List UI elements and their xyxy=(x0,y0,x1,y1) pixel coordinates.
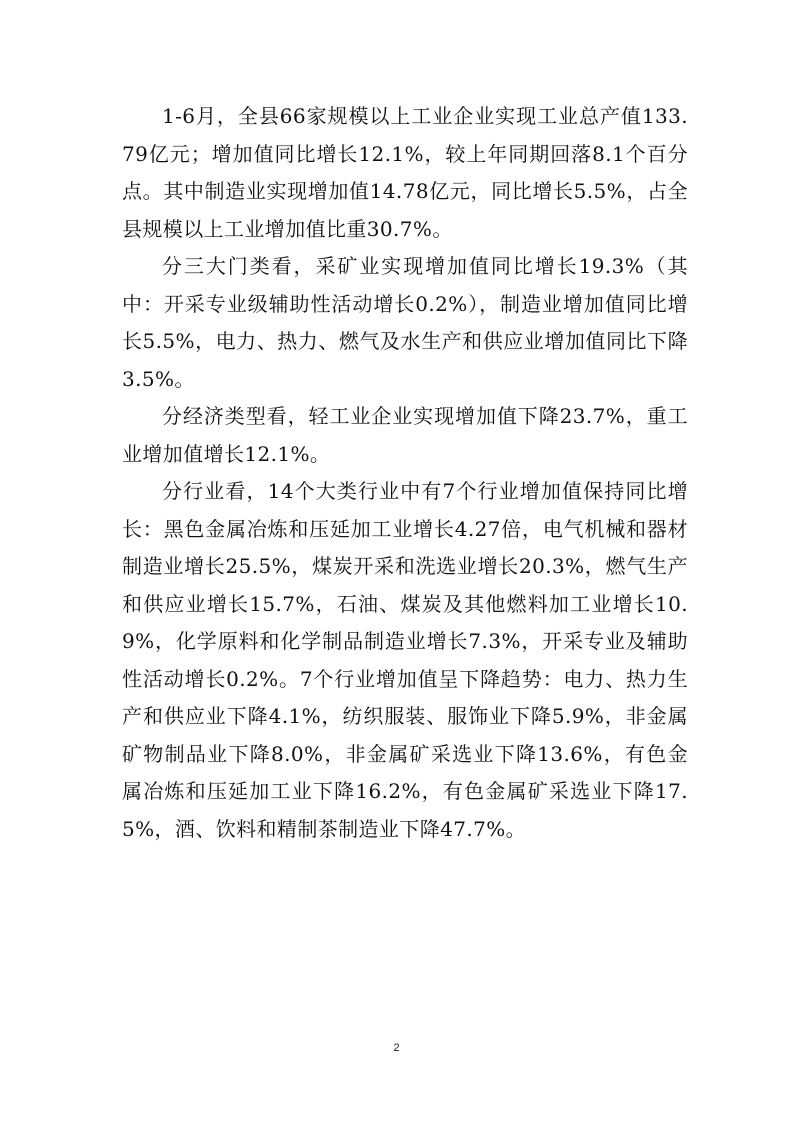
paragraph-industrial-output: 1-6月，全县66家规模以上工业企业实现工业总产值133.79亿元；增加值同比增长12.1%，较上年同期回落8.1个百分点。其中制造业实现增加值14.78亿元，同比增长5.5%，占全县规模以上工业增加值比重30.7%。 xyxy=(122,104,688,241)
paragraph-three-sectors: 分三大门类看，采矿业实现增加值同比增长19.3%（其中：开采专业级辅助性活动增长0.2%），制造业增加值同比增长5.5%，电力、热力、燃气及水生产和供应业增加值同比下降3.5%。 xyxy=(122,254,688,391)
document-body xyxy=(122,98,688,848)
paragraph-economic-type: 分经济类型看，轻工业企业实现增加值下降23.7%，重工业增加值增长12.1%。 xyxy=(122,404,688,466)
page-number: 2 xyxy=(393,1042,400,1054)
paragraph-by-industry: 分行业看，14个大类行业中有7个行业增加值保持同比增长：黑色金属冶炼和压延加工业增长4.27倍，电气机械和器材制造业增长25.5%，煤炭开采和洗选业增长20.3%，燃气生产和供应业增长15.7%，石油、煤炭及其他燃料加工业增长10.9%，化学原料和化学制品制造业增长7.3%，开采专业及辅助性活动增长0.2%。7个行业增加值呈下降趋势：电力、热力生产和供应业下降4.1%，纺织服装、服饰业下降5.9%，非金属矿物制品业下降8.0%，非金属矿采选业下降13.6%，有色金属冶炼和压延加工业下降16.2%，有色金属矿采选业下降17.5%，酒、饮料和精制茶制造业下降47.7%。 xyxy=(122,479,688,841)
